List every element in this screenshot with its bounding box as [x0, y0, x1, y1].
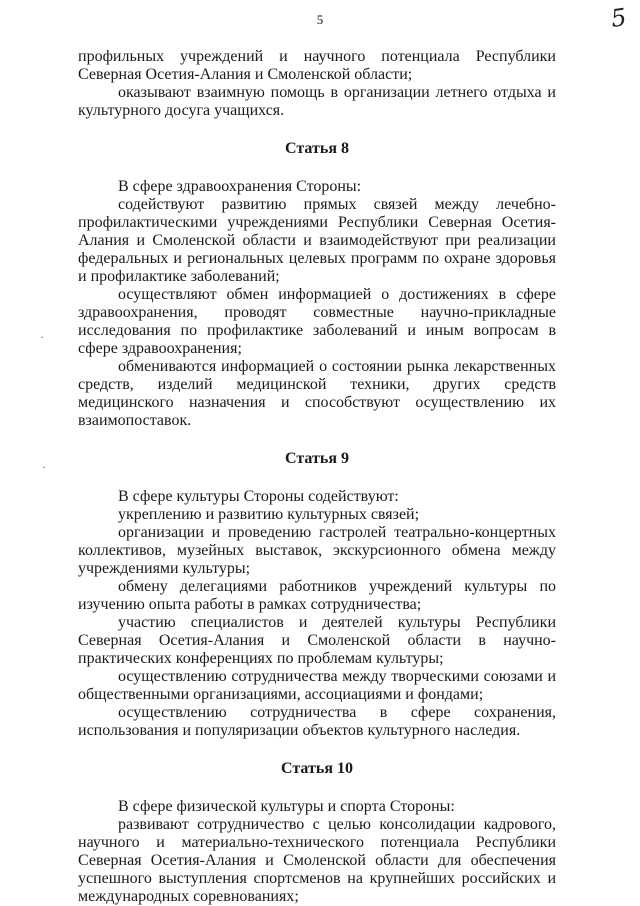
article-9-paragraph: участию специалистов и деятелей культуры Республики Северная Осетия-Алания и Смоленской области в научно-практических конференциях по проблемам культуры; — [78, 614, 556, 667]
article-10-paragraph: развивают сотрудничество с целью консолидации кадрового, научного и материально-технического потенциала Республики Северная Осетия-Алания и Смоленской области для обеспечения успешного выступления спортсменов на крупнейших российских и международных соревнованиях; — [78, 816, 556, 905]
intro-paragraph: профильных учреждений и научного потенциала Республики Северная Осетия-Алания и Смоленской области; — [78, 48, 556, 83]
page-number: 5 — [316, 12, 324, 27]
article-10-paragraph: В сфере физической культуры и спорта Стороны: — [118, 798, 455, 815]
margin-speck: · — [42, 460, 46, 474]
article-10-heading: Статья 10 — [281, 760, 353, 777]
margin-speck: · — [40, 330, 44, 344]
article-9-paragraph: организации и проведению гастролей театрально-концертных коллективов, музейных выставок, экскурсионного обмена между учреждениями культуры; — [78, 524, 556, 577]
article-8-heading: Статья 8 — [285, 140, 349, 157]
article-8-paragraph: осуществляют обмен информацией о достижениях в сфере здравоохранения, проводят совместные научно-прикладные исследования по профилактике заболеваний и иным вопросам в сфере здравоохранения; — [78, 286, 556, 357]
handwritten-page-mark: 5 — [608, 3, 628, 33]
intro-paragraph: оказывают взаимную помощь в организации летнего отдыха и культурного досуга учащихся. — [78, 84, 556, 119]
article-9-paragraph: обмену делегациями работников учреждений культуры по изучению опыта работы в рамках сотрудничества; — [78, 578, 556, 613]
document-body — [78, 48, 556, 906]
article-9-paragraph: В сфере культуры Стороны содействуют: — [118, 488, 399, 505]
article-8-paragraph: содействуют развитию прямых связей между лечебно-профилактическими учреждениями Республики Северная Осетия-Алания и Смоленской области и взаимодействуют при реализации федеральных и региональных целевых программ по охране здоровья и профилактике заболеваний; — [78, 196, 556, 285]
article-8-paragraph: В сфере здравоохранения Стороны: — [118, 178, 362, 195]
article-9-heading: Статья 9 — [285, 450, 349, 467]
article-9-paragraph: осуществлению сотрудничества в сфере сохранения, использования и популяризации объектов культурного наследия. — [78, 704, 556, 739]
article-8-paragraph: обмениваются информацией о состоянии рынка лекарственных средств, изделий медицинской техники, других средств медицинского назначения и способствуют осуществлению их взаимопоставок. — [78, 358, 556, 429]
article-9-paragraph: укреплению и развитию культурных связей; — [118, 506, 420, 523]
article-9-paragraph: осуществлению сотрудничества между творческими союзами и общественными организациями, ассоциациями и фондами; — [78, 668, 556, 703]
